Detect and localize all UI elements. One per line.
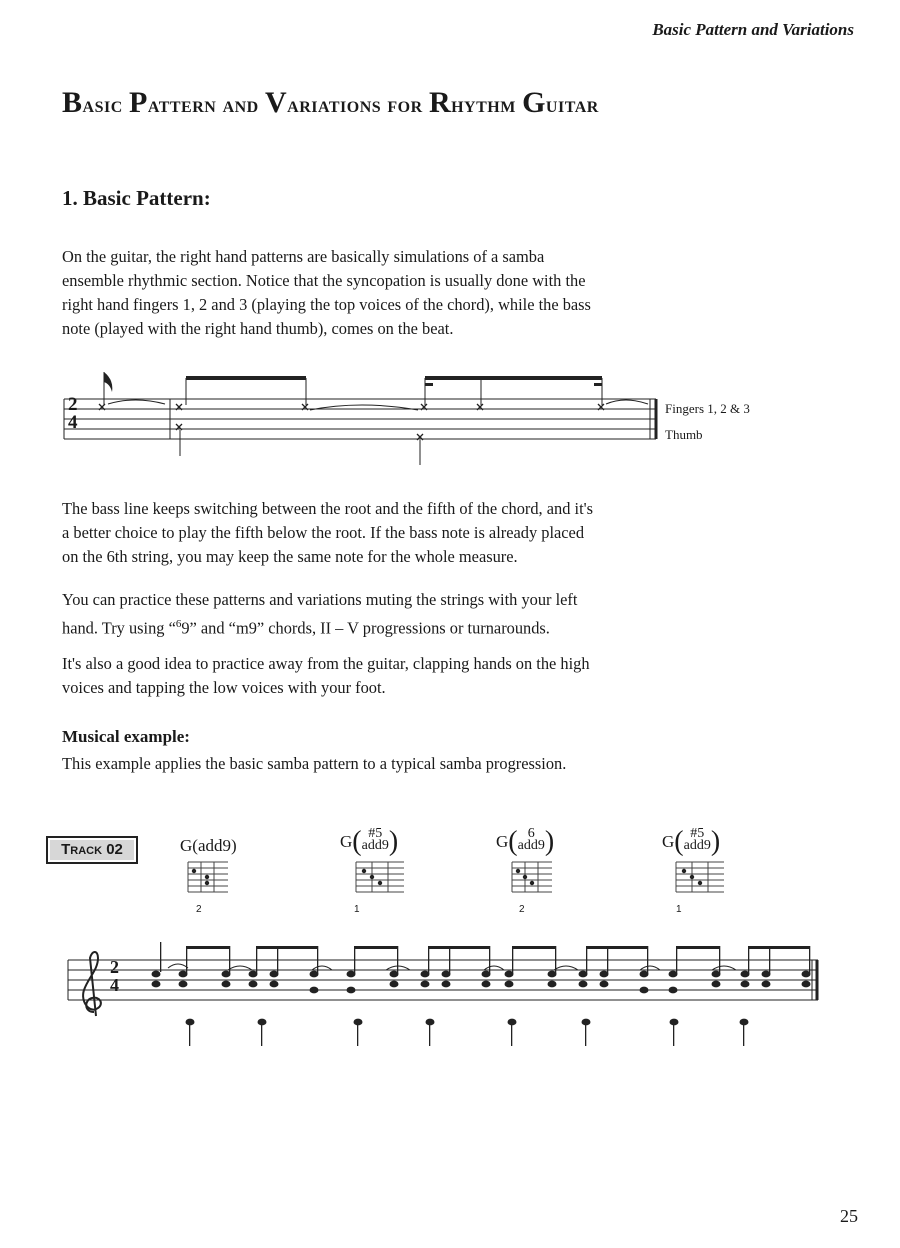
chord-symbol-4: G( #5 add9) xyxy=(662,826,721,857)
chord-extension: (add9) xyxy=(192,836,237,855)
thumb-label: Thumb xyxy=(665,427,703,442)
title-word-4-rest: hythm xyxy=(451,92,516,117)
title-word-5-rest: uitar xyxy=(545,92,599,117)
chord-root: G xyxy=(662,832,675,851)
text-segment: hand. Try using “ xyxy=(62,618,176,638)
text-line: on the 6th string, you may keep the same note for the whole measure. xyxy=(62,547,518,566)
superscript-six: 6 xyxy=(175,618,182,630)
time-sig-bottom: 4 xyxy=(68,412,78,433)
chord-root: G xyxy=(496,832,509,851)
chord-symbol-3: G( 6 add9) xyxy=(496,826,555,857)
title-word-4-initial: R xyxy=(428,86,452,119)
title-word-2-initial: P xyxy=(129,86,148,119)
title-word-2-rest: attern and xyxy=(147,92,259,117)
section-heading: 1. Basic Pattern: xyxy=(62,186,211,210)
chord-upper: 6 xyxy=(527,826,535,841)
track-badge: Track 02 xyxy=(46,836,138,864)
chord-root: G xyxy=(340,832,353,851)
fret-number: 2 xyxy=(519,904,525,915)
chord-upper: #5 xyxy=(690,826,705,841)
staff-time-signature xyxy=(110,958,119,994)
fret-number: 1 xyxy=(676,904,682,915)
text-segment: 9” and “m9” chords, II – V progressions or turnarounds. xyxy=(181,618,550,638)
chord-lower: add9 xyxy=(683,838,711,853)
text-line: note (played with the right hand thumb), comes on the beat. xyxy=(62,319,454,338)
running-head: Basic Pattern and Variations xyxy=(652,20,854,39)
text-line: a better choice to play the fifth below the root. If the bass note is already placed xyxy=(62,523,585,542)
fret-number: 2 xyxy=(196,904,202,915)
example-description: This example applies the basic samba pattern to a typical samba progression. xyxy=(62,754,567,773)
text-line: ensemble rhythmic section. Notice that the syncopation is usually done with the xyxy=(62,271,586,290)
title-word-5-initial: G xyxy=(522,86,546,119)
chord-symbol-2: G( #5 add9) xyxy=(340,826,399,857)
text-line: right hand fingers 1, 2 and 3 (playing the top voices of the chord), while the bass xyxy=(62,295,591,314)
title-word-3-initial: V xyxy=(264,86,288,119)
text-line: voices and tapping the low voices with your foot. xyxy=(62,678,386,697)
time-sig-top: 2 xyxy=(68,394,78,415)
example-heading: Musical example: xyxy=(62,727,190,746)
text-line: The bass line keeps switching between the root and the fifth of the chord, and it's xyxy=(62,499,593,518)
text-line: You can practice these patterns and variations muting the strings with your left xyxy=(62,590,578,609)
time-sig-bottom: 4 xyxy=(110,975,119,995)
title-word-3-rest: ariations for xyxy=(287,92,423,117)
chord-lower: add9 xyxy=(517,838,545,853)
fingers-label: Fingers 1, 2 & 3 xyxy=(665,401,750,416)
chord-lower: add9 xyxy=(361,838,389,853)
text-line: On the guitar, the right hand patterns are basically simulations of a samba xyxy=(62,247,545,266)
time-sig-top: 2 xyxy=(110,957,119,977)
page-number: 25 xyxy=(840,1206,858,1226)
fret-number: 1 xyxy=(354,904,360,915)
chord-root: G xyxy=(180,836,193,855)
title-word-1-initial: B xyxy=(62,86,83,119)
title-word-1-rest: asic xyxy=(82,92,123,117)
text-line: It's also a good idea to practice away from the guitar, clapping hands on the high xyxy=(62,654,590,673)
chord-upper: #5 xyxy=(368,826,383,841)
